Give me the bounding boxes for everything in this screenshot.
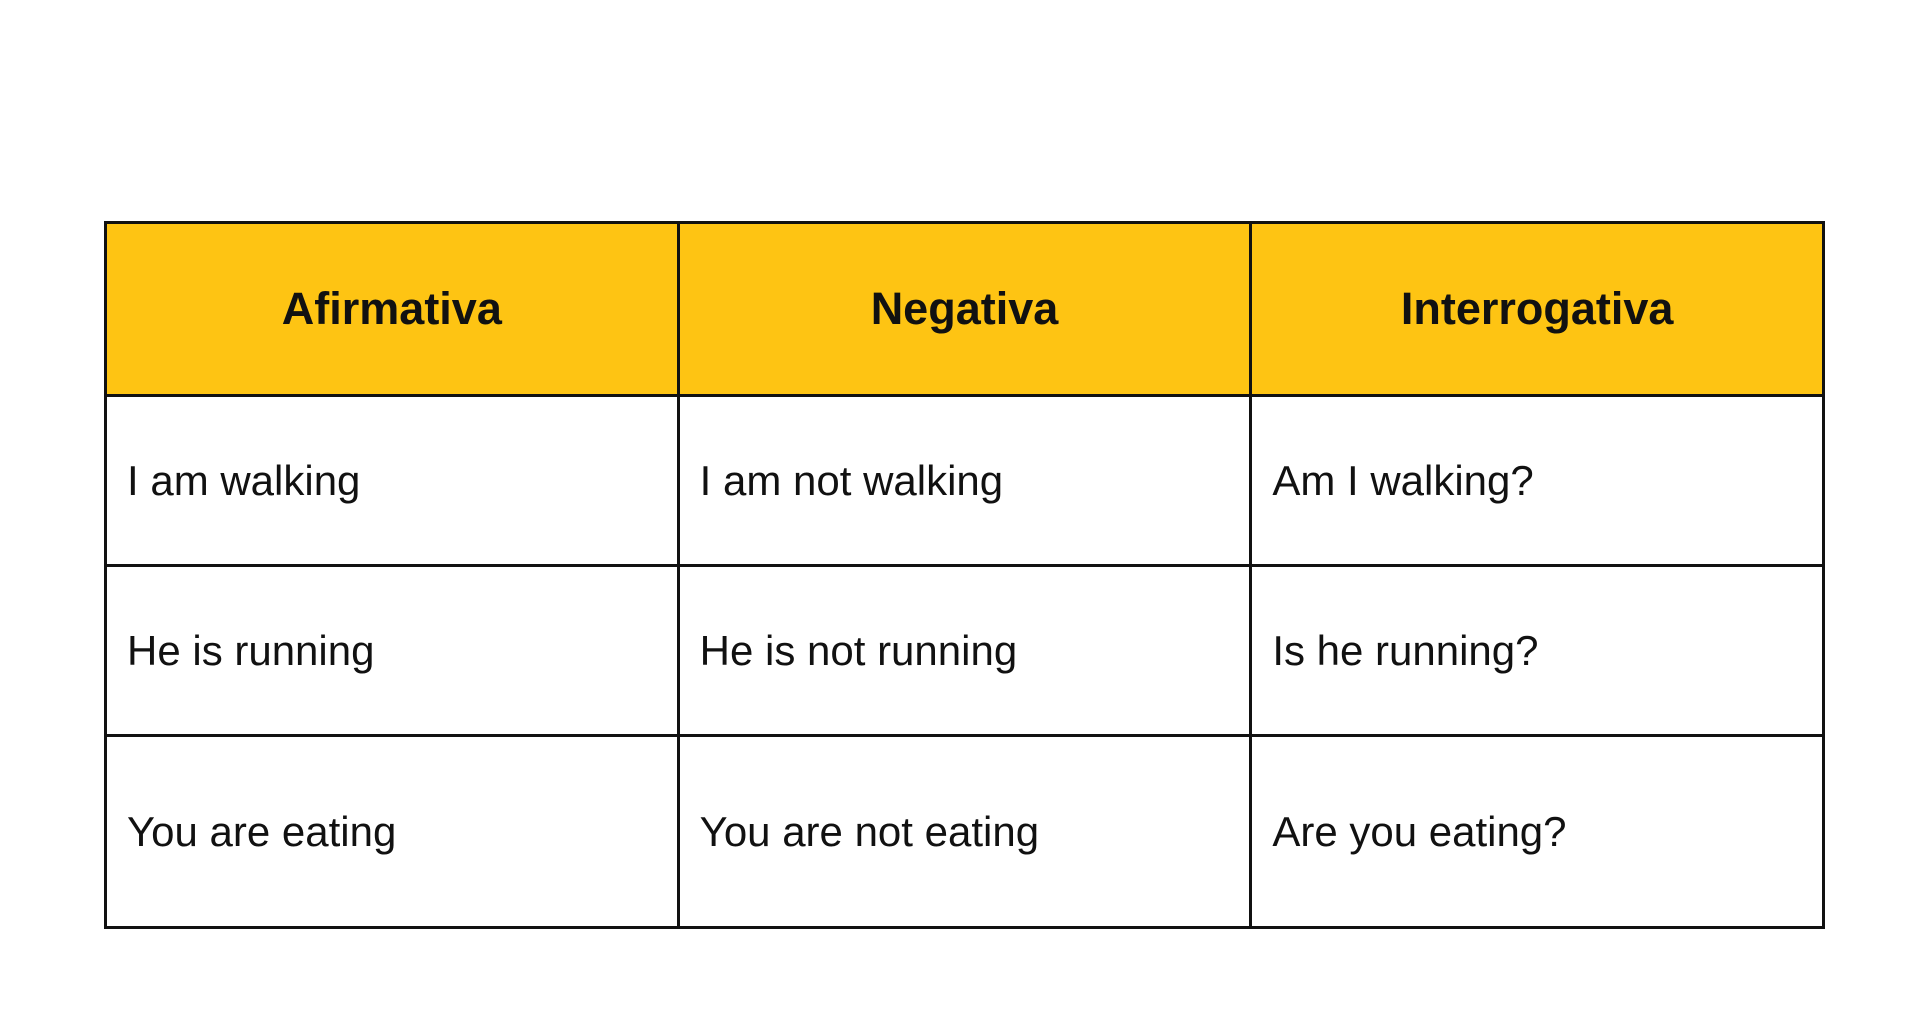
table-row	[106, 396, 1824, 566]
verb-forms-table	[104, 221, 1825, 929]
table-cell: Are you eating?	[1251, 736, 1824, 928]
header-afirmativa: Afirmativa	[106, 223, 679, 396]
table-cell: I am walking	[106, 396, 679, 566]
table-cell: You are not eating	[678, 736, 1251, 928]
table-row	[106, 566, 1824, 736]
table-cell: He is running	[106, 566, 679, 736]
table-cell: He is not running	[678, 566, 1251, 736]
table-cell: Am I walking?	[1251, 396, 1824, 566]
table-row	[106, 736, 1824, 928]
table-cell: I am not walking	[678, 396, 1251, 566]
header-negativa: Negativa	[678, 223, 1251, 396]
table-cell: Is he running?	[1251, 566, 1824, 736]
header-interrogativa: Interrogativa	[1251, 223, 1824, 396]
table-cell: You are eating	[106, 736, 679, 928]
table-header-row	[106, 223, 1824, 396]
